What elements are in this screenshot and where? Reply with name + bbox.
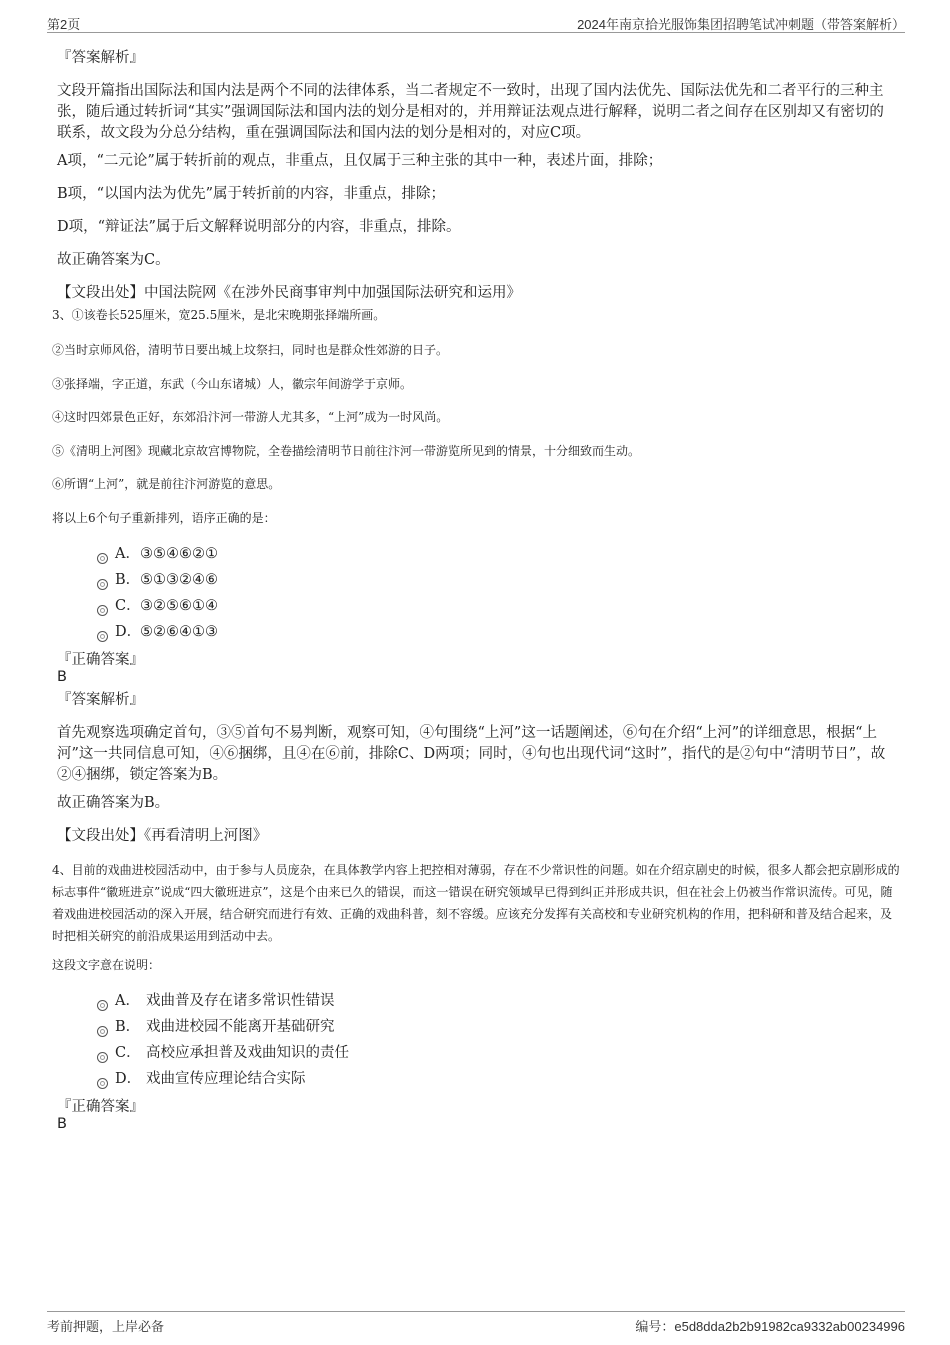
footer-code: e5d8dda2b2b91982ca9332ab00234996	[674, 1319, 905, 1334]
q3-conclusion: 故正确答案为B。	[57, 795, 170, 811]
q3-sentence-4: ④这时四郊景色正好，东郊沿汴河一带游人尤其多，“上河”成为一时风尚。	[52, 410, 449, 424]
option-letter: A．	[115, 546, 140, 562]
q2-analysis-heading: 『答案解析』	[57, 50, 144, 66]
radio-icon[interactable]	[97, 631, 108, 642]
option-letter: B．	[115, 1019, 141, 1035]
radio-icon[interactable]	[97, 605, 108, 616]
q3-sentence-6: ⑥所谓“上河”，就是前往汴河游览的意思。	[52, 477, 281, 491]
q4-answer-heading: 『正确答案』	[57, 1099, 144, 1115]
option-text: ⑤①③②④⑥	[140, 572, 218, 588]
radio-icon[interactable]	[97, 1000, 108, 1011]
page-header	[47, 12, 905, 33]
option-letter: B．	[115, 572, 141, 588]
q4-answer: B	[57, 1116, 67, 1132]
q2-analysis-text: 文段开篇指出国际法和国内法是两个不同的法律体系，当二者规定不一致时，出现了国内法优先、国际法优先和二者平行的三种主张，随后通过转折词“其实”强调国际法和国内法的划分是相对的，并用辩证法观点进行解释，说明二者之间存在区别却又有密切的联系，故文段为分总分结构，重在强调国际法和国内法的划分是相对的，对应C项。	[57, 83, 884, 141]
q2-note-d: D项，“辩证法”属于后文解释说明部分的内容，非重点，排除。	[57, 219, 461, 235]
q3-sentence-3: ③张择端，字正道，东武（今山东诸城）人，徽宗年间游学于京师。	[52, 377, 413, 391]
radio-icon[interactable]	[97, 1052, 108, 1063]
q3-analysis-text: 首先观察选项确定首句，③⑤首句不易判断，观察可知，④句围绕“上河”这一话题阐述，⑥句在介绍“上河”的详细意思，根据“上河”这一共同信息可知，④⑥捆绑，且④在⑥前，排除C、D两项；同时，④句也出现代词“这时”，指代的是②句中“清明节日”，故②④捆绑，锁定答案为B。	[57, 725, 886, 783]
q3-answer-heading: 『正确答案』	[57, 652, 144, 668]
radio-icon[interactable]	[97, 553, 108, 564]
radio-icon[interactable]	[97, 1078, 108, 1089]
option-letter: A．	[115, 993, 140, 1009]
q3-analysis-heading: 『答案解析』	[57, 692, 144, 708]
option-letter: C．	[115, 598, 141, 614]
option-text: ③⑤④⑥②①	[140, 546, 218, 562]
option-text: 戏曲宣传应理论结合实际	[146, 1071, 306, 1087]
page-number: 第2页	[47, 17, 81, 32]
option-letter: D．	[115, 1071, 142, 1087]
option-text: 戏曲进校园不能离开基础研究	[146, 1019, 335, 1035]
q2-conclusion: 故正确答案为C。	[57, 252, 170, 268]
option-text: 高校应承担普及戏曲知识的责任	[146, 1045, 349, 1061]
page-footer	[47, 1311, 905, 1336]
radio-icon[interactable]	[97, 1026, 108, 1037]
option-text: 戏曲普及存在诸多常识性错误	[146, 993, 335, 1009]
q2-note-b: B项，“以国内法为优先”属于转折前的内容，非重点，排除；	[57, 186, 445, 202]
q3-answer: B	[57, 669, 67, 685]
footer-code-label: 编号：	[635, 1319, 675, 1334]
q4-passage: 4、目前的戏曲进校园活动中，由于参与人员庞杂，在具体教学内容上把控相对薄弱，存在不少常识性的问题。如在介绍京剧史的时候，很多人都会把京剧形成的标志事件“徽班进京”说成“四大徽班进京”，这是个由来已久的错误，而这一错误在研究领域早已得到纠正并形成共识，但在社会上仍被当作常识流传。可见，随着戏曲进校园活动的深入开展，结合研究而进行有效、正确的戏曲科普，刻不容缓。应该充分发挥有关高校和专业研究机构的作用，把科研和普及结合起来，及时把相关研究的前沿成果运用到活动中去。	[52, 863, 900, 943]
option-text: ③②⑤⑥①④	[140, 598, 218, 614]
q4-prompt: 这段文字意在说明：	[52, 958, 161, 972]
option-letter: C．	[115, 1045, 141, 1061]
radio-icon[interactable]	[97, 579, 108, 590]
q3-source: 【文段出处】《再看清明上河图》	[57, 828, 268, 844]
option-text: ⑤②⑥④①③	[140, 624, 218, 640]
option-letter: D．	[115, 624, 142, 640]
document-title: 2024年南京拾光服饰集团招聘笔试冲刺题（带答案解析）	[577, 17, 905, 32]
q2-note-a: A项，“二元论”属于转折前的观点，非重点，且仅属于三种主张的其中一种，表述片面，排除；	[57, 153, 663, 169]
q3-prompt: 将以上6个句子重新排列，语序正确的是：	[52, 511, 276, 525]
q3-sentence-5: ⑤《清明上河图》现藏北京故宫博物院，全卷描绘清明节日前往汴河一带游览所见到的情景，十分细致而生动。	[52, 444, 641, 458]
q3-sentence-2: ②当时京师风俗，清明节日要出城上坟祭扫，同时也是群众性郊游的日子。	[52, 343, 449, 357]
footer-slogan: 考前押题，上岸必备	[47, 1319, 165, 1334]
footer-code-group	[635, 1316, 905, 1335]
q3-sentence-1: 3、①该卷长525厘米，宽25.5厘米，是北宋晚期张择端所画。	[52, 308, 386, 322]
q2-source: 【文段出处】中国法院网《在涉外民商事审判中加强国际法研究和运用》	[57, 285, 521, 301]
